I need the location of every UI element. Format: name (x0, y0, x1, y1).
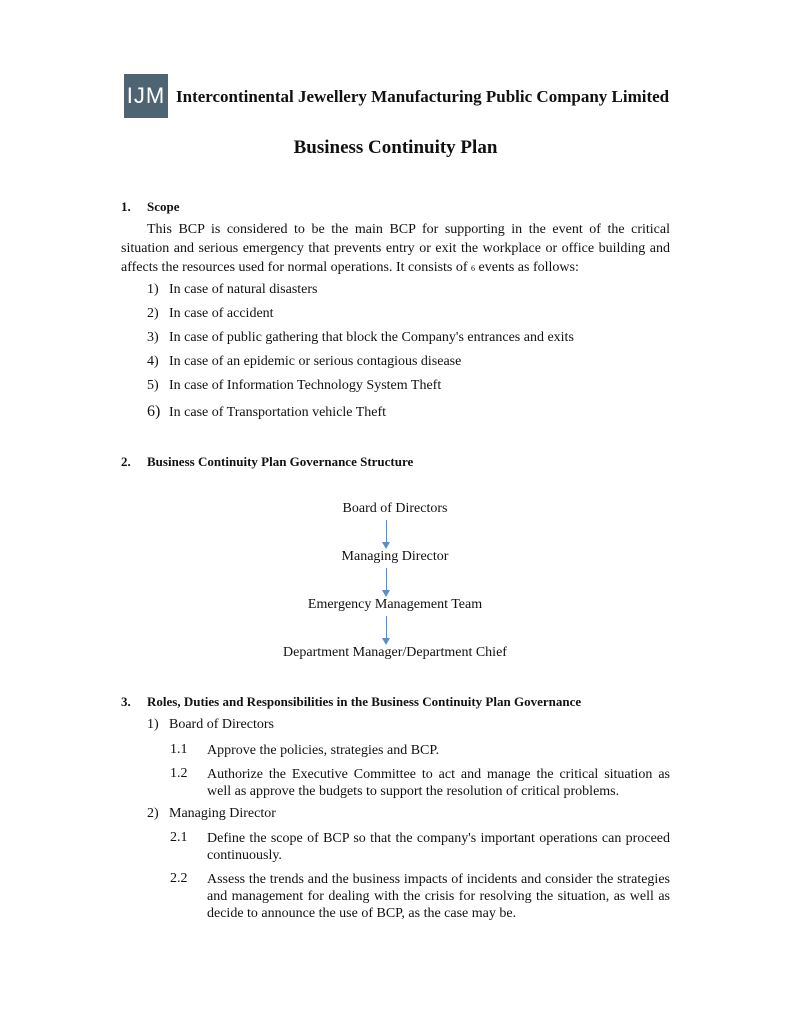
company-logo (124, 74, 168, 118)
list-item: 4) In case of an epidemic or serious contagious disease (147, 354, 462, 369)
role-item-text: Assess the trends and the business impacts of incidents and consider the strategies and management for dealing with the crisis for resolving the situation, as well as decide to announce the use of BCP, as the case may be. (207, 872, 670, 921)
section-1-number: 1. (121, 199, 131, 214)
org-arrow-line (386, 520, 387, 542)
role-group-title: 2) Managing Director (147, 806, 276, 821)
company-name: Intercontinental Jewellery Manufacturing Public Company Limited (176, 87, 670, 106)
org-arrow-head (382, 638, 390, 645)
section-2-heading: Business Continuity Plan Governance Structure (147, 454, 414, 469)
org-arrow-line (386, 568, 387, 590)
list-item: 2) In case of accident (147, 306, 274, 321)
section-2-number: 2. (121, 454, 131, 469)
list-item: 3) In case of public gathering that block the Company's entrances and exits (147, 330, 574, 345)
list-item: 5) In case of Information Technology System Theft (147, 378, 442, 393)
section-1-heading: Scope (147, 199, 180, 214)
section-3-heading: Roles, Duties and Responsibilities in the Business Continuity Plan Governance (147, 694, 582, 709)
role-item-number: 1.1 (170, 742, 188, 757)
list-item: 1) In case of natural disasters (147, 282, 318, 297)
list-item: 6) In case of Transportation vehicle Theft (147, 403, 387, 420)
role-item-number: 2.2 (170, 871, 188, 886)
org-arrow-line (386, 616, 387, 638)
org-arrow-head (382, 590, 390, 597)
scope-paragraph-main: This BCP is considered to be the main BCP for supporting in the event of the critical situation and serious emergency that prevents entry or exit the workplace or office building and affects the resources used for normal operations. It consists of (121, 222, 670, 275)
org-node-department-manager: Department Manager/Department Chief (283, 645, 507, 660)
scope-paragraph-tail: events as follows: (475, 260, 579, 275)
role-group-title: 1) Board of Directors (147, 717, 274, 732)
org-node-emergency-team: Emergency Management Team (307, 597, 483, 612)
logo-text: IJM (126, 83, 166, 108)
org-node-managing-director: Managing Director (341, 549, 449, 564)
role-item-text: Approve the policies, strategies and BCP. (207, 743, 440, 758)
role-item-text: Authorize the Executive Committee to act and manage the critical situation as well as approve the budgets to support the resolution of critical problems. (207, 767, 670, 799)
role-item-number: 1.2 (170, 766, 188, 781)
role-item-text: Define the scope of BCP so that the company's important operations can proceed continuously. (207, 831, 670, 863)
scope-event-count: 6 (471, 264, 476, 273)
section-3-number: 3. (121, 694, 131, 709)
org-arrow-head (382, 542, 390, 549)
document-title: Business Continuity Plan (293, 137, 498, 158)
org-node-board: Board of Directors (342, 501, 448, 516)
role-item-number: 2.1 (170, 830, 188, 845)
scope-paragraph (121, 220, 670, 278)
